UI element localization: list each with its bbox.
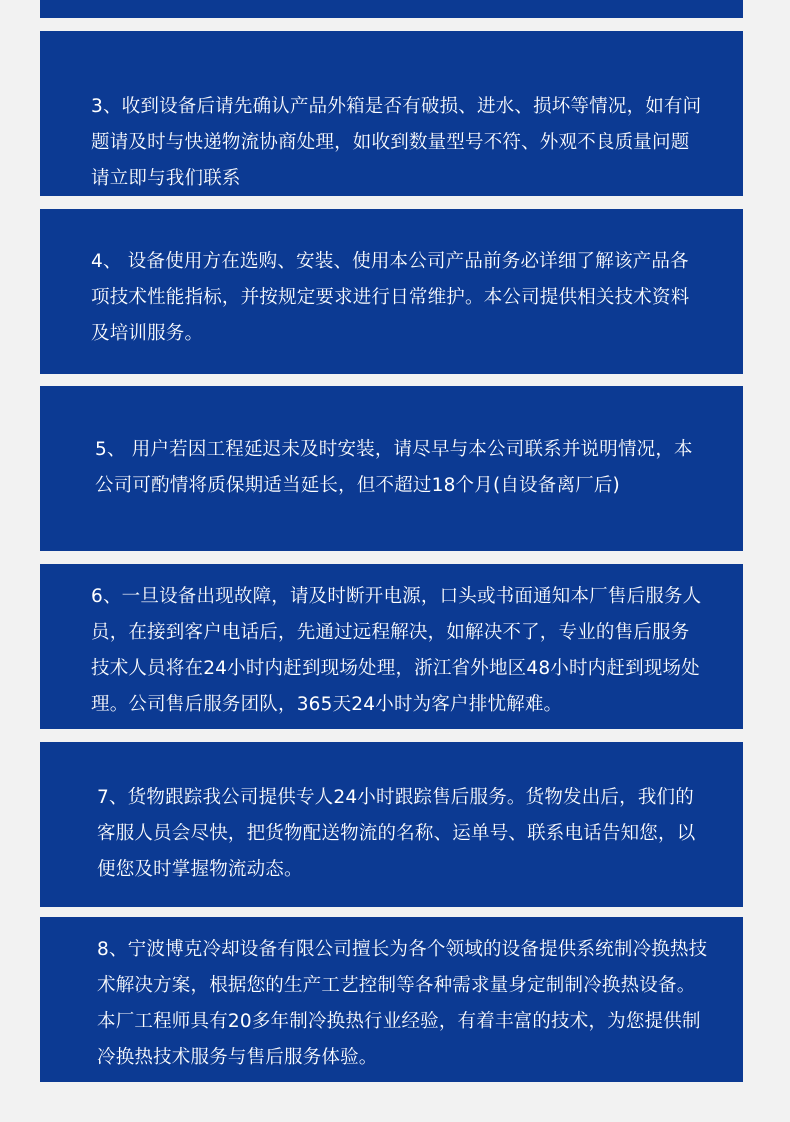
info-card-item-4 — [40, 209, 743, 374]
info-card-item-5 — [40, 386, 743, 551]
info-card-item-6 — [40, 564, 743, 729]
info-card-top-partial — [40, 0, 743, 18]
info-card-item-3 — [40, 31, 743, 196]
info-card-text: 8、宁波博克冷却设备有限公司擅长为各个领域的设备提供系统制冷换热技术解决方案，根据您的生产工艺控制等各种需求量身定制制冷换热设备。本厂工程师具有20多年制冷换热行业经验，有着丰富的技术，为您提供制冷换热技术服务与售后服务体验。 — [97, 939, 708, 1068]
info-card-text: 7、货物跟踪我公司提供专人24小时跟踪售后服务。货物发出后，我们的客服人员会尽快，把货物配送物流的名称、运单号、联系电话告知您，以便您及时掌握物流动态。 — [97, 787, 696, 880]
info-card-text: 6、一旦设备出现故障，请及时断开电源，口头或书面通知本厂售后服务人员，在接到客户电话后，先通过远程解决，如解决不了，专业的售后服务技术人员将在24小时内赶到现场处理，浙江省外地区48小时内赶到现场处理。公司售后服务团队，365天24小时为客户排忧解难。 — [91, 586, 702, 715]
info-card-item-8 — [40, 917, 743, 1082]
info-card-text: 5、 用户若因工程延迟未及时安装，请尽早与本公司联系并说明情况，本公司可酌情将质保期适当延长，但不超过18个月(自设备离厂后) — [95, 439, 693, 496]
info-card-item-7 — [40, 742, 743, 907]
info-card-text: 3、收到设备后请先确认产品外箱是否有破损、进水、损坏等情况，如有问题请及时与快递物流协商处理，如收到数量型号不符、外观不良质量问题请立即与我们联系 — [91, 96, 702, 189]
info-card-text: 4、 设备使用方在选购、安装、使用本公司产品前务必详细了解该产品各项技术性能指标，并按规定要求进行日常维护。本公司提供相关技术资料及培训服务。 — [91, 251, 690, 344]
